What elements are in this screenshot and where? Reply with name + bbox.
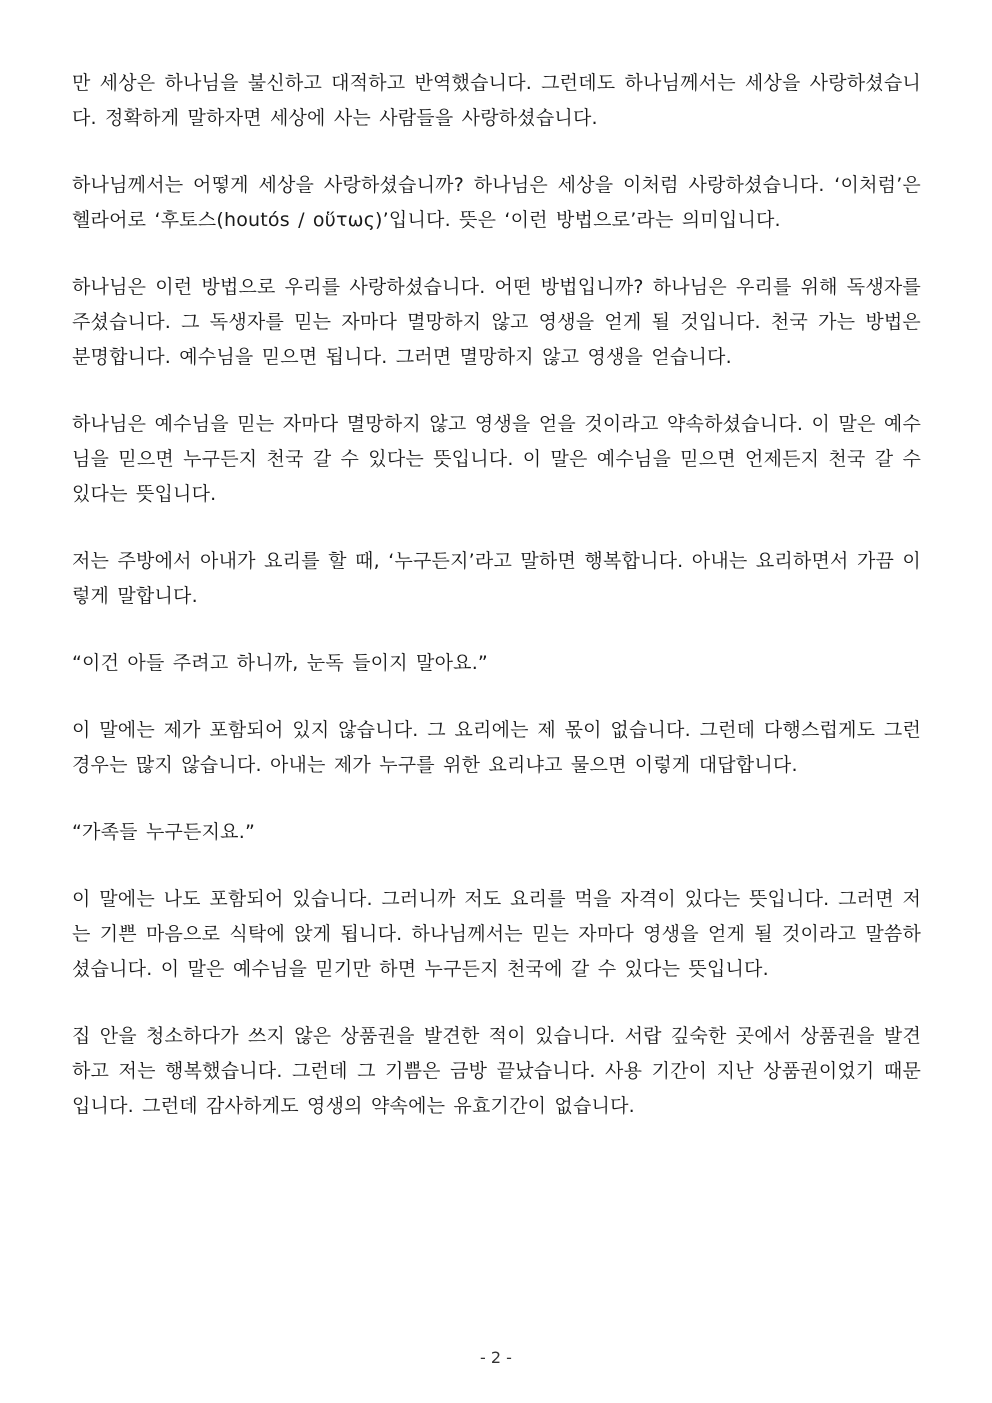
page-number: - 2 -: [480, 1348, 512, 1367]
paragraph: 하나님은 이런 방법으로 우리를 사랑하셨습니다. 어떤 방법입니까? 하나님은 우리를 위해 독생자를 주셨습니다. 그 독생자를 믿는 자마다 멸망하지 않고 영생을 얻게 될 것입니다. 천국 가는 방법은 분명합니다. 예수님을 믿으면 됩니다. 그러면 멸망하지 않고 영생을 얻습니다.: [72, 276, 921, 368]
paragraph: 저는 주방에서 아내가 요리를 할 때, ‘누구든지’라고 말하면 행복합니다. 아내는 요리하면서 가끔 이렇게 말합니다.: [72, 550, 921, 607]
paragraph: 만 세상은 하나님을 불신하고 대적하고 반역했습니다. 그런데도 하나님께서는 세상을 사랑하셨습니다. 정확하게 말하자면 세상에 사는 사람들을 사랑하셨습니다.: [72, 72, 921, 129]
paragraph: 이 말에는 나도 포함되어 있습니다. 그러니까 저도 요리를 먹을 자격이 있다는 뜻입니다. 그러면 저는 기쁜 마음으로 식탁에 앉게 됩니다. 하나님께서는 믿는 자마다 영생을 얻게 될 것이라고 말씀하셨습니다. 이 말은 예수님을 믿기만 하면 누구든지 천국에 갈 수 있다는 뜻입니다.: [72, 888, 921, 980]
paragraph: 하나님께서는 어떻게 세상을 사랑하셨습니까? 하나님은 세상을 이처럼 사랑하셨습니다. ‘이처럼’은 헬라어로 ‘후토스(houtós / οὕτως)’입니다. 뜻은 ‘이런 방법으로’라는 의미입니다.: [72, 174, 921, 231]
paragraph: 이 말에는 제가 포함되어 있지 않습니다. 그 요리에는 제 몫이 없습니다. 그런데 다행스럽게도 그런 경우는 많지 않습니다. 아내는 제가 누구를 위한 요리냐고 물으면 이렇게 대답합니다.: [72, 719, 921, 776]
paragraph: 하나님은 예수님을 믿는 자마다 멸망하지 않고 영생을 얻을 것이라고 약속하셨습니다. 이 말은 예수님을 믿으면 누구든지 천국 갈 수 있다는 뜻입니다. 이 말은 예수님을 믿으면 언제든지 천국 갈 수 있다는 뜻입니다.: [72, 413, 921, 505]
document-body: [72, 66, 921, 1156]
paragraph: 집 안을 청소하다가 쓰지 않은 상품권을 발견한 적이 있습니다. 서랍 깊숙한 곳에서 상품권을 발견하고 저는 행복했습니다. 그런데 그 기쁨은 금방 끝났습니다. 사용 기간이 지난 상품권이었기 때문입니다. 그런데 감사하게도 영생의 약속에는 유효기간이 없습니다.: [72, 1025, 921, 1117]
quote-paragraph: “이건 아들 주려고 하니까, 눈독 들이지 말아요.”: [72, 652, 488, 674]
quote-paragraph: “가족들 누구든지요.”: [72, 821, 255, 843]
